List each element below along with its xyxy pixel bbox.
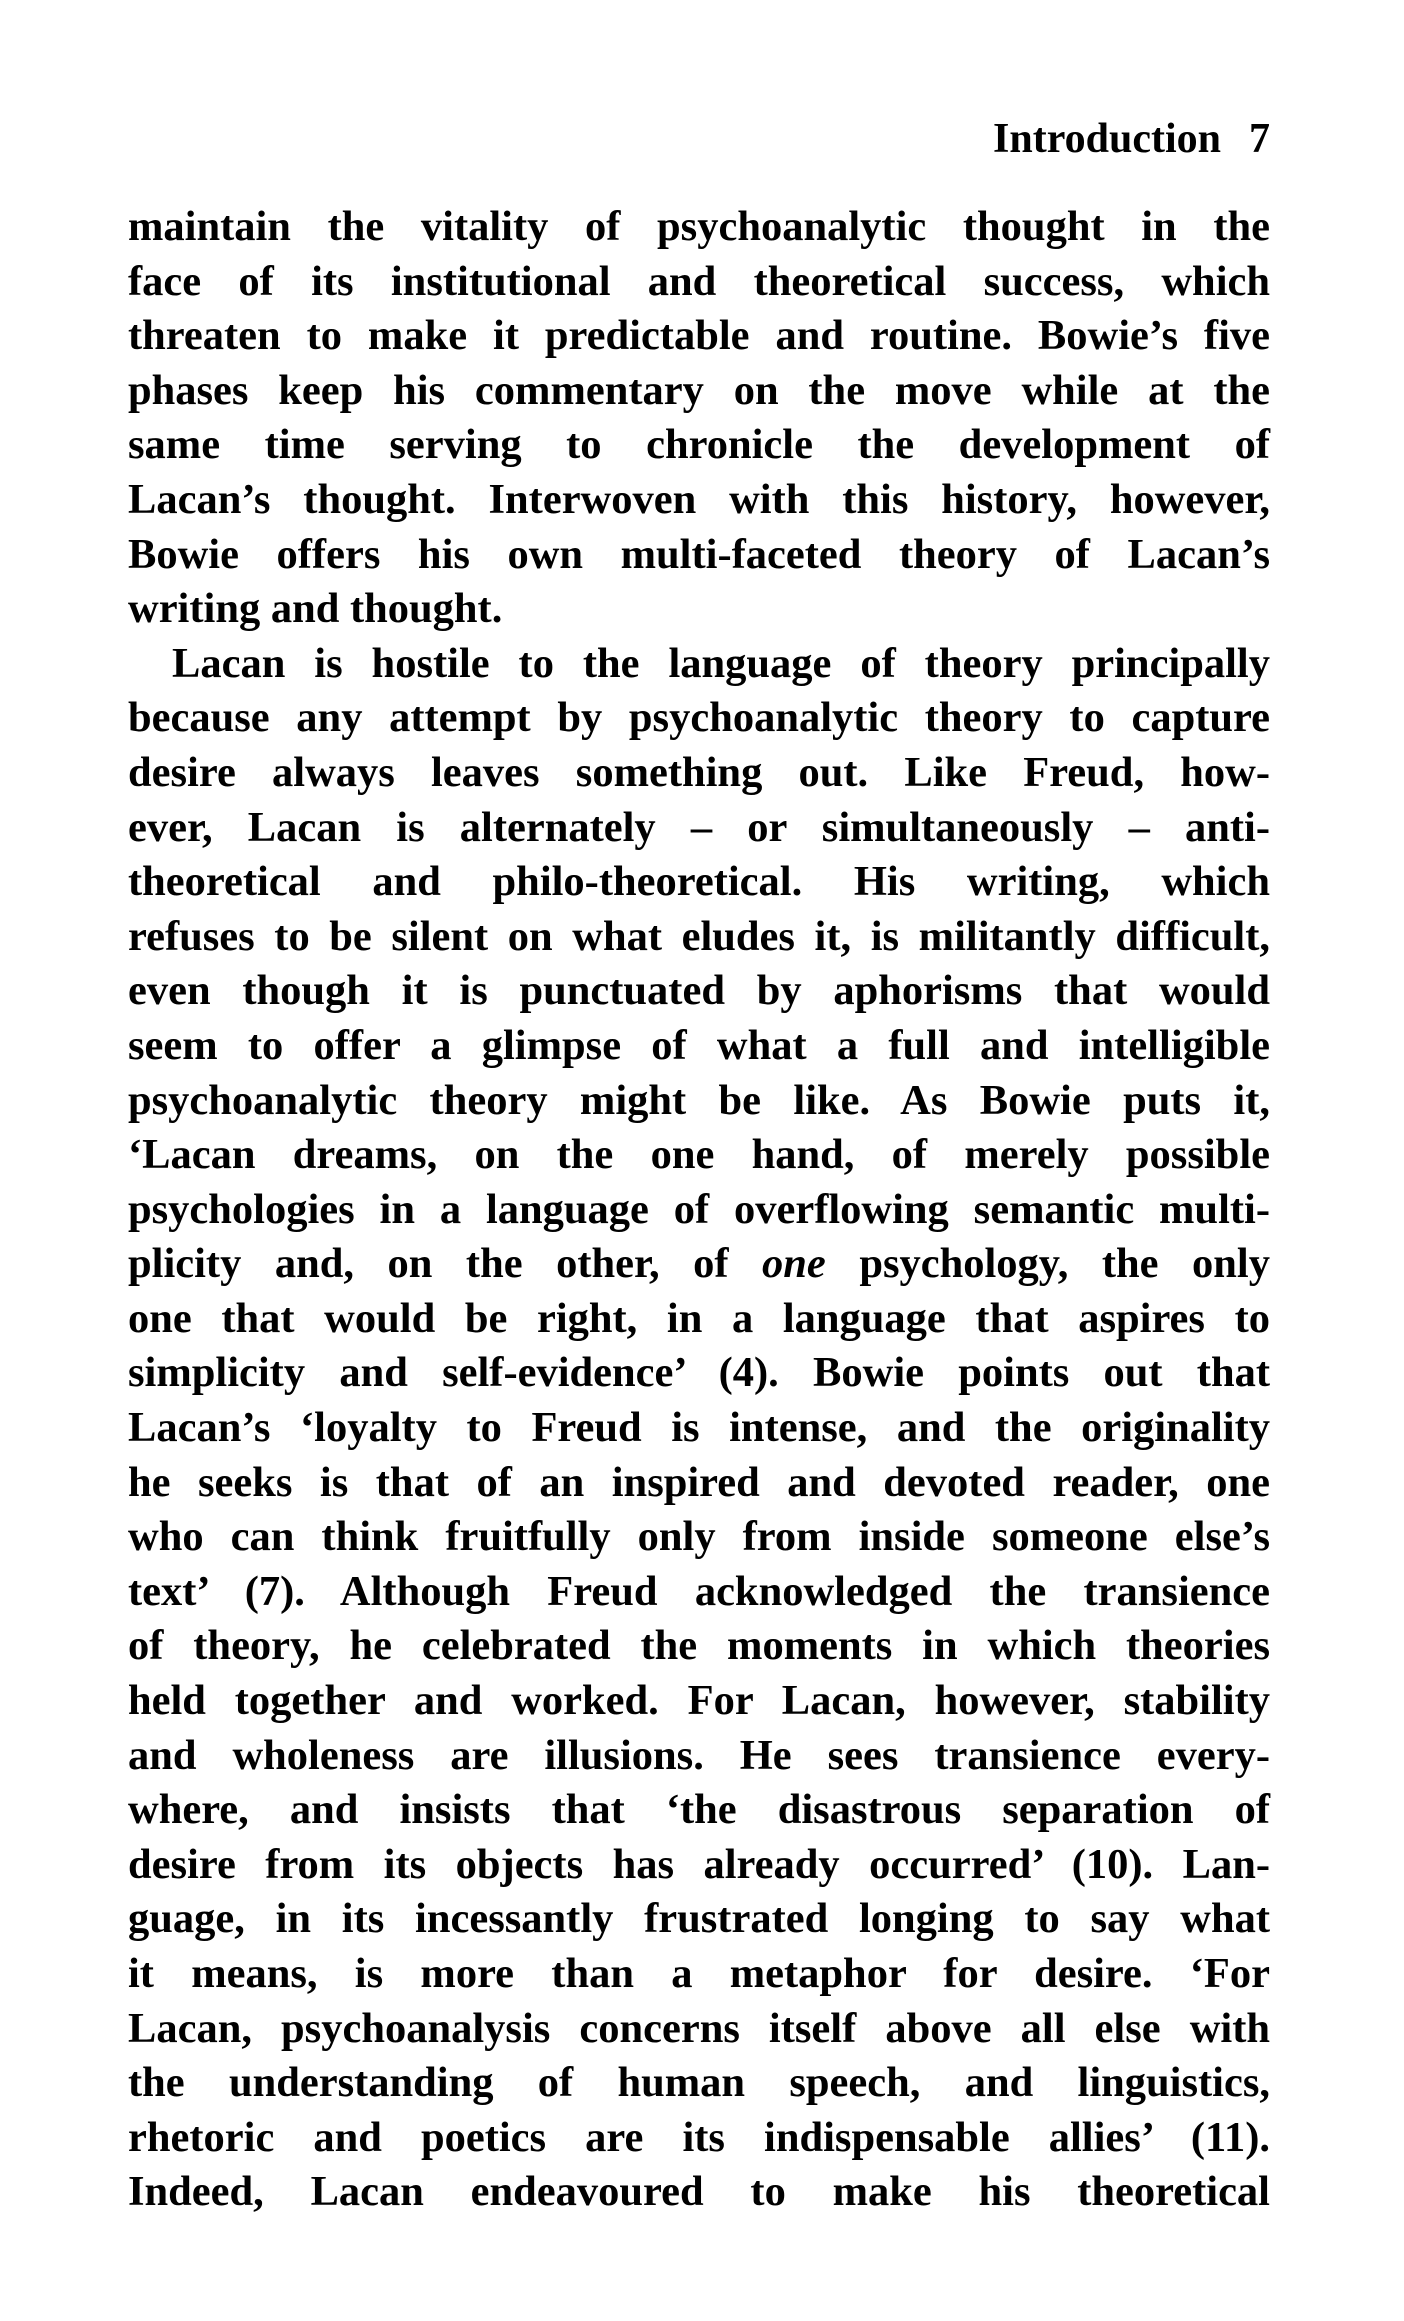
text-line: held together and worked. For Lacan, however, stability bbox=[128, 1677, 1270, 1725]
text-line: who can think fruitfully only from inside someone else’s bbox=[128, 1513, 1270, 1561]
text-line: same time serving to chronicle the development of bbox=[128, 421, 1270, 469]
text-line: psychoanalytic theory might be like. As Bowie puts it, bbox=[128, 1076, 1270, 1124]
emphasis-one: one bbox=[762, 1240, 826, 1288]
running-head bbox=[128, 115, 1270, 163]
text-line: threaten to make it predictable and routine. Bowie’s five bbox=[128, 312, 1270, 360]
text-line: guage, in its incessantly frustrated longing to say what bbox=[128, 1895, 1270, 1943]
text-line: seem to offer a glimpse of what a full and intelligible bbox=[128, 1021, 1270, 1069]
text-line: Lacan’s thought. Interwoven with this history, however, bbox=[128, 475, 1270, 523]
text-line: because any attempt by psychoanalytic theory to capture bbox=[128, 694, 1270, 742]
paragraph-1 bbox=[128, 200, 1270, 637]
text-line: refuses to be silent on what eludes it, is militantly difficult, bbox=[128, 912, 1270, 960]
text-line: ever, Lacan is alternately – or simultaneously – anti- bbox=[128, 803, 1270, 851]
text-line: Indeed, Lacan endeavoured to make his theoretical bbox=[128, 2168, 1270, 2216]
text-line: text’ (7). Although Freud acknowledged the transience bbox=[128, 1567, 1270, 1615]
text-line: it means, is more than a metaphor for desire. ‘For bbox=[128, 1950, 1270, 1997]
text-line: phases keep his commentary on the move while at the bbox=[128, 366, 1270, 414]
text-line: one that would be right, in a language that aspires to bbox=[128, 1294, 1270, 1342]
text-line: even though it is punctuated by aphorisms that would bbox=[128, 967, 1270, 1015]
text-line: Lacan is hostile to the language of theory principally bbox=[172, 639, 1270, 687]
text-line: theoretical and philo-theoretical. His writing, which bbox=[128, 858, 1270, 906]
running-head-title: Introduction bbox=[993, 116, 1221, 162]
text-line: writing and thought. bbox=[128, 585, 503, 633]
text-line: where, and insists that ‘the disastrous separation of bbox=[128, 1786, 1270, 1834]
text-line: the understanding of human speech, and linguistics, bbox=[128, 2059, 1270, 2107]
text-line: simplicity and self-evidence’ (4). Bowie points out that bbox=[128, 1349, 1270, 1397]
page-number: 7 bbox=[1249, 116, 1270, 162]
body-text bbox=[128, 200, 1270, 2220]
text-line: desire always leaves something out. Like Freud, how- bbox=[128, 748, 1270, 796]
text-line: and wholeness are illusions. He sees transience every- bbox=[128, 1731, 1270, 1779]
text-line: Lacan’s ‘loyalty to Freud is intense, and the originality bbox=[128, 1404, 1270, 1452]
paragraph-2 bbox=[128, 637, 1270, 2220]
text-line: Bowie offers his own multi-faceted theory of Lacan’s bbox=[128, 530, 1270, 578]
text-line: rhetoric and poetics are its indispensable allies’ (11). bbox=[128, 2113, 1270, 2161]
text-line: plicity and, on the other, of one psychology, the only bbox=[128, 1240, 1270, 1288]
text-line: desire from its objects has already occurred’ (10). Lan- bbox=[128, 1840, 1270, 1888]
text-line: psychologies in a language of overflowing semantic multi- bbox=[128, 1185, 1270, 1233]
text-line: face of its institutional and theoretical success, which bbox=[128, 257, 1270, 305]
text-line: Lacan, psychoanalysis concerns itself above all else with bbox=[128, 2004, 1270, 2052]
text-line: maintain the vitality of psychoanalytic thought in the bbox=[128, 203, 1270, 250]
text-line: he seeks is that of an inspired and devoted reader, one bbox=[128, 1458, 1270, 1506]
text-line: of theory, he celebrated the moments in which theories bbox=[128, 1622, 1270, 1670]
text-line: ‘Lacan dreams, on the one hand, of merely possible bbox=[128, 1131, 1270, 1179]
